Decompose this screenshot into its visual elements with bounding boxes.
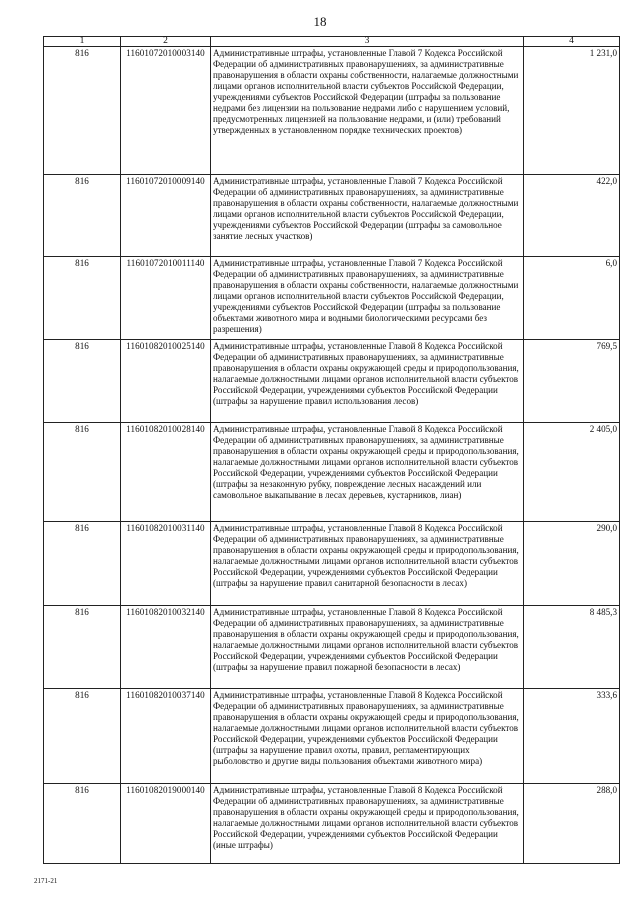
amount: 1 231,0 (524, 47, 620, 175)
table-row (44, 784, 620, 864)
description: Административные штрафы, установленные Главой 7 Кодекса Российской Федерации об административных правонарушениях, за административные правонарушения в области охраны собственности, налагаемые должностными лицами органов исполнительной власти субъектов Российской Федерации, учреждениями субъектов Российской Федерации (штрафы за пользование недрами без лицензии на пользование недрами либо с нарушением условий, предусмотренных лицензией на пользование недрами, и (или) требований утвержденных в установленном порядке технических проектов) (211, 47, 524, 175)
amount: 8 485,3 (524, 606, 620, 689)
budget-code: 11601082010025140 (121, 340, 211, 423)
header-col-4: 4 (524, 37, 620, 47)
budget-code: 11601072010003140 (121, 47, 211, 175)
admin-code: 816 (44, 423, 121, 522)
amount: 288,0 (524, 784, 620, 864)
budget-code: 11601082010032140 (121, 606, 211, 689)
header-row (44, 37, 620, 47)
description: Административные штрафы, установленные Главой 8 Кодекса Российской Федерации об административных правонарушениях, за административные правонарушения в области охраны окружающей среды и природопользования, налагаемые должностными лицами органов исполнительной власти субъектов Российской Федерации, учреждениями субъектов Российской Федерации (иные штрафы) (211, 784, 524, 864)
footer-code: 2171-21 (34, 877, 58, 885)
admin-code: 816 (44, 175, 121, 257)
admin-code: 816 (44, 606, 121, 689)
budget-code: 11601082019000140 (121, 784, 211, 864)
budget-code: 11601082010031140 (121, 522, 211, 606)
admin-code: 816 (44, 689, 121, 784)
description: Административные штрафы, установленные Главой 8 Кодекса Российской Федерации об административных правонарушениях, за административные правонарушения в области охраны окружающей среды и природопользования, налагаемые должностными лицами органов исполнительной власти субъектов Российской Федерации, учреждениями субъектов Российской Федерации (штрафы за нарушение правил использования лесов) (211, 340, 524, 423)
table-row (44, 423, 620, 522)
description: Административные штрафы, установленные Главой 7 Кодекса Российской Федерации об административных правонарушениях, за административные правонарушения в области охраны собственности, налагаемые должностными лицами органов исполнительной власти субъектов Российской Федерации, учреждениями субъектов Российской Федерации (штрафы за самовольное занятие лесных участков) (211, 175, 524, 257)
description: Административные штрафы, установленные Главой 8 Кодекса Российской Федерации об административных правонарушениях, за административные правонарушения в области охраны окружающей среды и природопользования, налагаемые должностными лицами органов исполнительной власти субъектов Российской Федерации, учреждениями субъектов Российской Федерации (штрафы за нарушение правил пожарной безопасности в лесах) (211, 606, 524, 689)
budget-code: 11601082010028140 (121, 423, 211, 522)
header-col-3: 3 (211, 37, 524, 47)
amount: 290,0 (524, 522, 620, 606)
description: Административные штрафы, установленные Главой 7 Кодекса Российской Федерации об административных правонарушениях, за административные правонарушения в области охраны собственности, налагаемые должностными лицами органов исполнительной власти субъектов Российской Федерации, учреждениями субъектов Российской Федерации (штрафы за пользование объектами животного мира и водными биологическими ресурсами без разрешения) (211, 257, 524, 340)
budget-code: 11601072010011140 (121, 257, 211, 340)
table-row (44, 522, 620, 606)
budget-code: 11601072010009140 (121, 175, 211, 257)
description: Административные штрафы, установленные Главой 8 Кодекса Российской Федерации об административных правонарушениях, за административные правонарушения в области охраны окружающей среды и природопользования, налагаемые должностными лицами органов исполнительной власти субъектов Российской Федерации, учреждениями субъектов Российской Федерации (штрафы за нарушение правил охоты, правил, регламентирующих рыболовство и другие виды пользования объектами животного мира) (211, 689, 524, 784)
table-row (44, 689, 620, 784)
description: Административные штрафы, установленные Главой 8 Кодекса Российской Федерации об административных правонарушениях, за административные правонарушения в области охраны окружающей среды и природопользования, налагаемые должностными лицами органов исполнительной власти субъектов Российской Федерации, учреждениями субъектов Российской Федерации (штрафы за незаконную рубку, повреждение лесных насаждений или самовольное выкапывание в лесах деревьев, кустарников, лиан) (211, 423, 524, 522)
table-row (44, 606, 620, 689)
table-row (44, 47, 620, 175)
amount: 422,0 (524, 175, 620, 257)
table-row (44, 257, 620, 340)
admin-code: 816 (44, 522, 121, 606)
amount: 2 405,0 (524, 423, 620, 522)
table-row (44, 340, 620, 423)
budget-code: 11601082010037140 (121, 689, 211, 784)
header-col-2: 2 (121, 37, 211, 47)
page-number: 18 (313, 14, 327, 29)
admin-code: 816 (44, 47, 121, 175)
amount: 6,0 (524, 257, 620, 340)
header-col-1: 1 (44, 37, 121, 47)
admin-code: 816 (44, 784, 121, 864)
admin-code: 816 (44, 257, 121, 340)
amount: 769,5 (524, 340, 620, 423)
admin-code: 816 (44, 340, 121, 423)
description: Административные штрафы, установленные Главой 8 Кодекса Российской Федерации об административных правонарушениях, за административные правонарушения в области охраны окружающей среды и природопользования, налагаемые должностными лицами органов исполнительной власти субъектов Российской Федерации, учреждениями субъектов Российской Федерации (штрафы за нарушение правил санитарной безопасности в лесах) (211, 522, 524, 606)
revenue-table (43, 36, 620, 864)
amount: 333,6 (524, 689, 620, 784)
table-row (44, 175, 620, 257)
